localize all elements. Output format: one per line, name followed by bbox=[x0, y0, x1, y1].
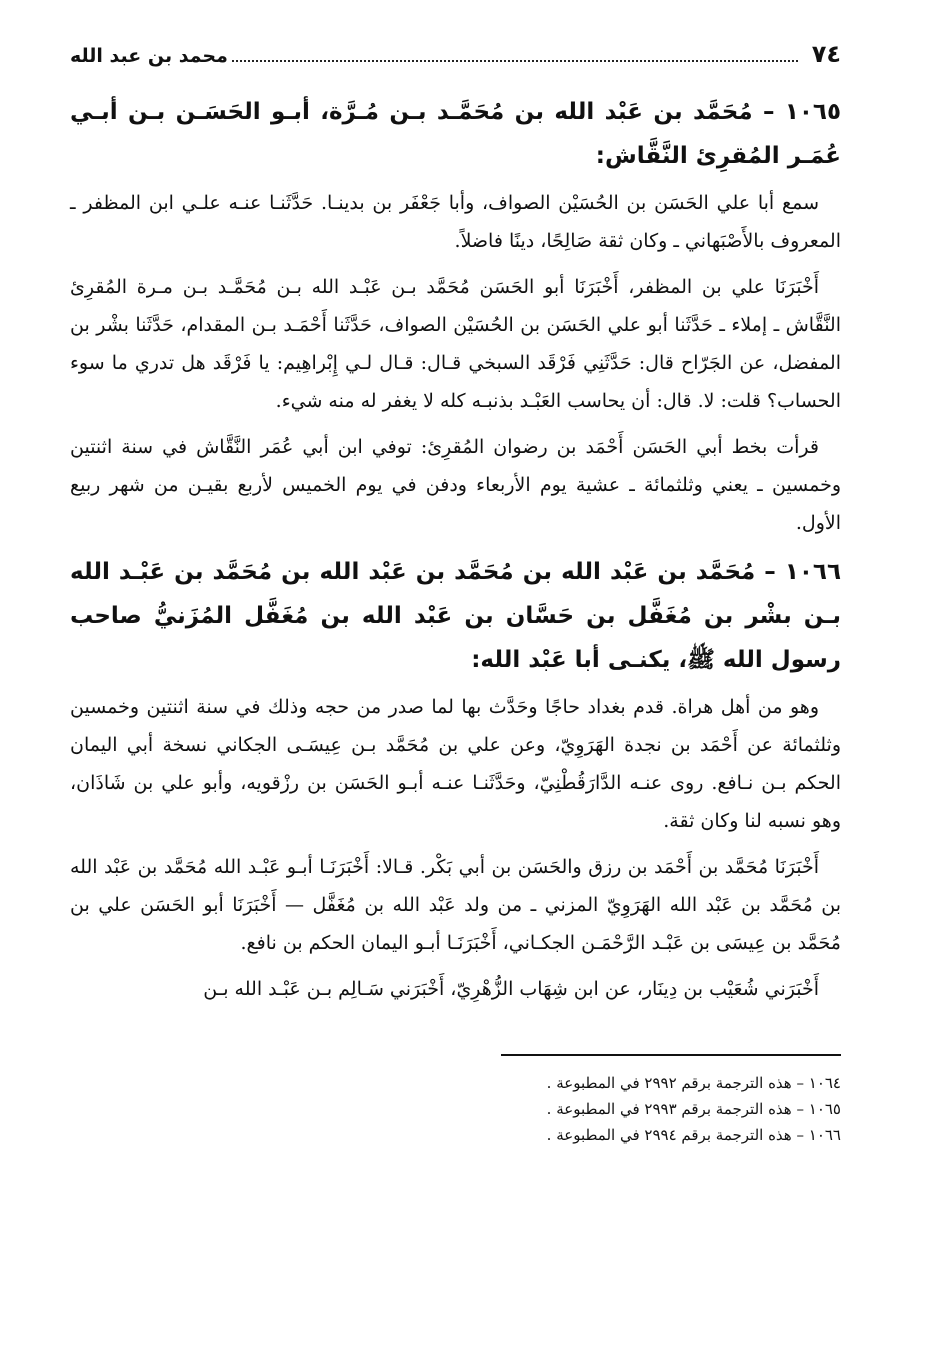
entry-paragraph: وهو من أهل هراة. قدم بغداد حاجًا وحَدَّث بها لما صدر من حجه وذلك في سنة اثنتين وخمسين وثلثمائة عن أَحْمَد بن نجدة الهَرَوِيّ، وعن علي بن مُحَمَّد بـن عِيسَـى الجكاني نسخة أبي اليمان الحكم بـن نـافع. روى عنـه الدَّارَقُطْنِيّ، وحَدَّثَنـا عنـه أبـو الحَسَن بن رزْقويه، وأبو علي بن شَاذَان، وهو نسبه لنا وكان ثقة. bbox=[70, 696, 841, 832]
footnotes bbox=[70, 1070, 841, 1148]
page-number: ٧٤ bbox=[811, 40, 841, 68]
entry-paragraph: أَخْبَرَنَا علي بن المظفر، أَخْبَرَنَا أبو الحَسَن مُحَمَّد بـن عَبْـد الله بـن مُحَمَّـد بـن مـرة المُقرِئ النَّقَّاش ـ إملاء ـ حَدَّثَنا أبو علي الحَسَن بن الحُسَيْن الصواف، حَدَّثَنا أَحْمَـد بـن المقدام، حَدَّثَنا بشْر بن المفضل، عن الجَرّاح قال: حَدَّثَنِي فَرْقَد السبخي قـال: قـال لـي إِبْراهِيم: يا فَرْقَد هل تدري ما سوء الحساب؟ قلت: لا. قال: أن يحاسب العَبْـد بذنبـه كله لا يغفر له منه شيء. bbox=[70, 276, 841, 412]
entry-paragraph: سمع أبا علي الحَسَن بن الحُسَيْن الصواف، وأبا جَعْفَر بن بدينـا. حَدَّثَنـا عنـه علـي ابن المظفر ـ المعروف بالأَصْبَهاني ـ وكان ثقة صَالِحًا، دينًا فاضلاً. bbox=[70, 192, 841, 252]
header-dotted-leader bbox=[232, 60, 798, 62]
entry-paragraph: أَخْبَرَني شُعَيْب بن دِينَار، عن ابن شِهَاب الزُّهْرِيّ، أَخْبَرَني سَـالِم بـن عَبْـد الله بـن bbox=[203, 978, 819, 1000]
book-page bbox=[70, 40, 841, 1345]
footnote: ١٠٦٤ – هذه الترجمة برقم ٢٩٩٢ في المطبوعة . bbox=[546, 1074, 841, 1092]
footnote-divider bbox=[501, 1054, 841, 1056]
entry-heading: ١٠٦٦ – مُحَمَّد بن عَبْد الله بن مُحَمَّد بن عَبْد الله بن مُحَمَّد بن عَبْـد الله بـن بشْر بن مُغَفَّل بن حَسَّان بن عَبْد الله بن مُغَفَّل المُزَنيُّ صاحب رسول الله ﷺ، يكنـى أبا عَبْد الله: bbox=[70, 559, 841, 673]
footnote: ١٠٦٥ – هذه الترجمة برقم ٢٩٩٣ في المطبوعة . bbox=[546, 1100, 841, 1118]
running-header bbox=[70, 40, 841, 84]
footnote: ١٠٦٦ – هذه الترجمة برقم ٢٩٩٤ في المطبوعة . bbox=[546, 1126, 841, 1144]
entry-paragraph: قرأت بخط أبي الحَسَن أَحْمَد بن رضوان المُقرِئ: توفي ابن أبي عُمَر النَّقَّاش في سنة اثنتين وخمسين ـ يعني وثلثمائة ـ عشية يوم الأربعاء ودفن في يوم الخميس لأربع بقيـن من شهر ربيع الأول. bbox=[70, 436, 841, 534]
entry-paragraph: أَخْبَرَنَا مُحَمَّد بن أَحْمَد بن رزق والحَسَن بن أبي بَكْر. قـالا: أَخْبَرَنَـا أبـو عَبْـد الله مُحَمَّد بن عَبْد الله بن مُحَمَّد بن عَبْد الله الهَرَوِيّ المزني ـ من ولد عَبْد الله بن مُغَفَّل — أَخْبَرَنَا أبو الحَسَن علي بن مُحَمَّد بن عِيسَى بن عَبْـد الرَّحْمَـن الجكـاني، أَخْبَرَنَـا أبـو اليمان الحكم بن نافع. bbox=[70, 856, 841, 954]
biography-entry-1066 bbox=[70, 550, 841, 1008]
biography-entry-1065 bbox=[70, 90, 841, 542]
entry-heading: ١٠٦٥ – مُحَمَّد بن عَبْد الله بن مُحَمَّـد بـن مُـرَّة، أبـو الحَسَـن بـن أبـي عُمَـر المُقرِئ النَّقَّاش: bbox=[70, 99, 841, 169]
running-title: محمد بن عبد الله bbox=[70, 45, 228, 67]
